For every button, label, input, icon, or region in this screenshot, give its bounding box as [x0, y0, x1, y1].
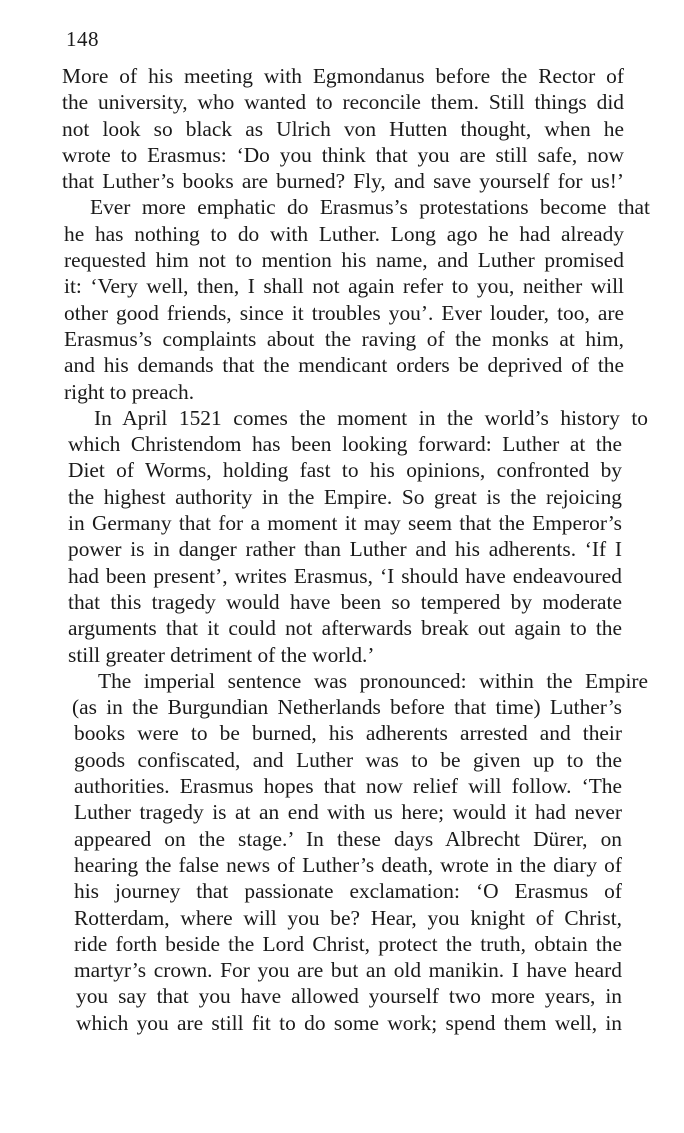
text-line: More of his meeting with Egmondanus before the Rector of	[62, 64, 624, 88]
paragraph-start-line: Ever more emphatic do Erasmus’s protestations become that	[90, 195, 650, 220]
body-text	[62, 63, 650, 1036]
text-line: hearing the false news of Luther’s death, wrote in the diary of	[74, 852, 622, 877]
text-line: authorities. Erasmus hopes that now relief will follow. ‘The	[74, 774, 622, 799]
text-line: Diet of Worms, holding fast to his opinions, confronted by	[68, 458, 622, 483]
text-line: you say that you have allowed yourself two more years, in	[76, 984, 622, 1009]
text-line: Rotterdam, where will you be? Hear, you knight of Christ,	[74, 905, 622, 930]
text-line: appeared on the stage.’ In these days Albrecht Dürer, on	[74, 826, 622, 851]
text-line: martyr’s crown. For you are but an old manikin. I have heard	[74, 958, 622, 983]
text-line: books were to be burned, his adherents arrested and their	[74, 721, 622, 746]
text-line: power is in danger rather than Luther and his adherents. ‘If I	[68, 537, 622, 562]
text-line: it: ‘Very well, then, I shall not again refer to you, neither will	[64, 274, 624, 299]
text-line: he has nothing to do with Luther. Long ago he had already	[64, 221, 624, 246]
text-line: Luther tragedy is at an end with us here; would it had never	[74, 800, 622, 825]
text-line: had been present’, writes Erasmus, ‘I should have endeavoured	[68, 563, 622, 588]
text-line: Erasmus’s complaints about the raving of the monks at him,	[64, 326, 624, 351]
text-line: still greater detriment of the world.’	[68, 642, 375, 667]
text-line: that this tragedy would have been so tempered by moderate	[68, 589, 622, 614]
text-line: and his demands that the mendicant orders be deprived of the	[64, 353, 624, 378]
text-line: arguments that it could not afterwards break out again to the	[68, 616, 622, 641]
text-line: (as in the Burgundian Netherlands before that time) Luther’s	[72, 695, 622, 720]
text-line: that Luther’s books are burned? Fly, and save yourself for us!’	[62, 169, 624, 194]
text-line: not look so black as Ulrich von Hutten thought, when he	[62, 116, 624, 141]
text-line: the university, who wanted to reconcile them. Still things did	[62, 90, 624, 115]
text-line: which you are still fit to do some work; spend them well, in	[76, 1010, 622, 1035]
text-line: in Germany that for a moment it may seem that the Emperor’s	[68, 511, 622, 536]
paragraph-start-line: In April 1521 comes the moment in the world’s history to	[94, 405, 648, 430]
text-line: which Christendom has been looking forward: Luther at the	[68, 432, 622, 457]
text-line: the highest authority in the Empire. So great is the rejoicing	[68, 484, 622, 509]
text-line: his journey that passionate exclamation: ‘O Erasmus of	[74, 879, 622, 904]
text-line: requested him not to mention his name, and Luther promised	[64, 248, 624, 273]
paragraph-start-line: The imperial sentence was pronounced: within the Empire	[98, 668, 648, 693]
text-line: other good friends, since it troubles you’. Ever louder, too, are	[64, 300, 624, 325]
text-line: goods confiscated, and Luther was to be given up to the	[74, 747, 622, 772]
text-line: ride forth beside the Lord Christ, protect the truth, obtain the	[74, 931, 622, 956]
text-line: right to preach.	[64, 379, 195, 404]
page-number: 148	[66, 27, 99, 51]
text-line: wrote to Erasmus: ‘Do you think that you are still safe, now	[62, 142, 624, 167]
